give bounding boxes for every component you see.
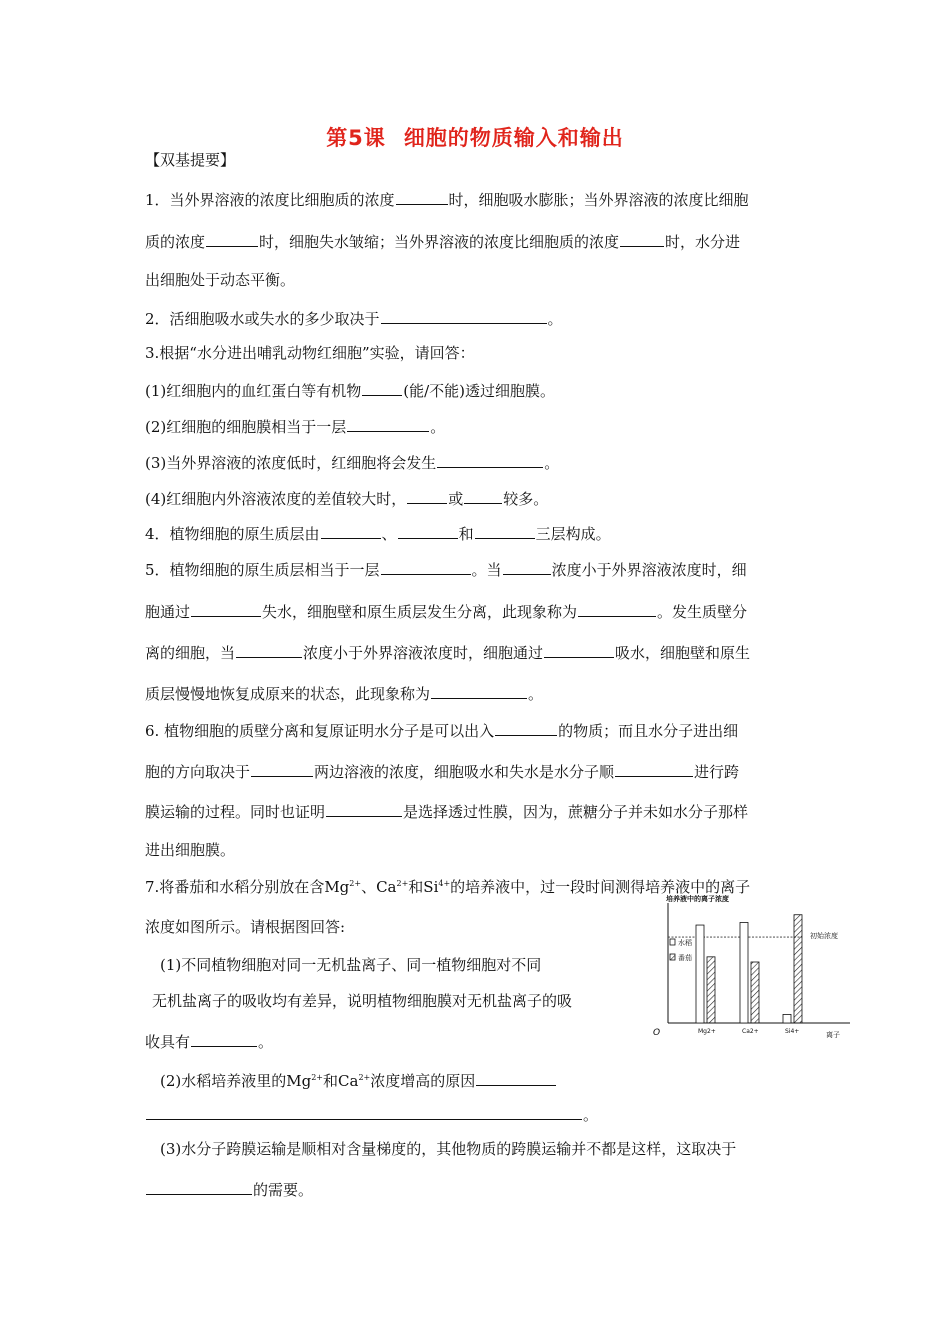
blank [437, 451, 543, 468]
blank [578, 600, 656, 617]
legend-label-0: 水稻 [678, 939, 692, 947]
q3-part2: (2)红细胞的细胞膜相当于一层 。 [145, 415, 445, 437]
q7-sub2-line2: 。 [145, 1103, 598, 1125]
q3-intro: 3.根据“水分进出哺乳动物红细胞”实验，请回答： [145, 344, 475, 362]
blank [381, 307, 547, 324]
blank [620, 230, 664, 247]
q5-line3: 离的细胞，当 浓度小于外界溶液浓度时，细胞通过 吸水，细胞壁和原生 [145, 641, 750, 663]
blank [146, 1103, 582, 1120]
bar-2-0 [783, 1014, 791, 1023]
q3-part1: (1)红细胞内的血红蛋白等有机物 (能/不能)透过细胞膜。 [145, 379, 555, 401]
legend-swatch-1 [670, 954, 675, 960]
blank [347, 415, 429, 432]
q3-part4: (4)红细胞内外溶液浓度的差值较大时， 或 较多。 [145, 487, 548, 509]
q6-line4: 进出细胞膜。 [145, 841, 236, 859]
blank [146, 1178, 252, 1195]
section-heading: 【双基提要】 [145, 151, 236, 169]
x-axis-label: 离子 [826, 1031, 840, 1039]
blank [475, 522, 535, 539]
legend-label-1: 番茄 [678, 954, 692, 962]
q7-sub1-line2: 无机盐离子的吸收均有差异，说明植物细胞膜对无机盐离子的吸 [152, 992, 573, 1010]
bar-1-0 [740, 922, 748, 1023]
tick-label-1: Ca2+ [742, 1028, 759, 1035]
blank [398, 522, 458, 539]
q4-line: 4．植物细胞的原生质层由 、 和 三层构成。 [145, 522, 611, 544]
chart-title: 培养液中的离子浓度 [666, 895, 729, 903]
origin-label: O [653, 1028, 661, 1038]
tick-label-0: Mg2+ [698, 1028, 716, 1035]
legend-swatch-0 [670, 939, 675, 945]
blank [381, 558, 471, 575]
tick-label-2: Si4+ [785, 1028, 800, 1035]
blank [191, 1030, 257, 1047]
blank [464, 487, 502, 504]
blank [544, 641, 614, 658]
blank [615, 760, 693, 777]
blank [503, 558, 551, 575]
blank [321, 522, 381, 539]
q7-sub3-line2: 的需要。 [145, 1178, 313, 1200]
ion-concentration-chart [650, 895, 860, 1045]
bar-0-0 [696, 925, 704, 1023]
q7-sub2-line1: (2)水稻培养液里的$Mg^{2+}$和$Ca^{2+}$浓度增高的原因 [160, 1069, 557, 1091]
q5-line2: 胞通过 失水，细胞壁和原生质层发生分离，此现象称为 。发生质壁分 [145, 600, 747, 622]
q7-sub1-line1: (1)不同植物细胞对同一无机盐离子、同一植物细胞对不同 [160, 956, 542, 974]
q5-line1: 5．植物细胞的原生质层相当于一层 。当 浓度小于外界溶液浓度时，细 [145, 558, 747, 580]
q1-line2: 质的浓度 时，细胞失水皱缩；当外界溶液的浓度比细胞质的浓度 时，水分进 [145, 230, 740, 252]
blank [495, 719, 557, 736]
blank [362, 379, 402, 396]
q2-line: 2．活细胞吸水或失水的多少取决于 。 [145, 307, 563, 329]
q6-line2: 胞的方向取决于 两边溶液的浓度，细胞吸水和失水是水分子顺 进行跨 [145, 760, 739, 782]
q6-line1: 6. 植物细胞的质壁分离和复原证明水分子是可以出入 的物质；而且水分子进出细 [145, 719, 738, 741]
q1-line1: 1．当外界溶液的浓度比细胞质的浓度 时，细胞吸水膨胀；当外界溶液的浓度比细胞 [145, 188, 749, 210]
q7-line2: 浓度如图所示。请根据图回答: [145, 918, 346, 936]
blank [431, 682, 527, 699]
blank [191, 600, 261, 617]
blank [407, 487, 447, 504]
bar-2-1 [794, 915, 802, 1023]
q6-line3: 膜运输的过程。同时也证明 是选择透过性膜，因为，蔗糖分子并未如水分子那样 [145, 800, 748, 822]
page-title: 第5课 细胞的物质输入和输出 [326, 126, 624, 150]
blank [251, 760, 313, 777]
q7-line1: 7.将番茄和水稻分别放在含$Mg^{2+}$、$Ca^{2+}$和$Si^{4+}$的培养液中，过一段时间测得培养液中的离子 [145, 878, 751, 896]
q1-line3: 出细胞处于动态平衡。 [145, 271, 296, 289]
q7-sub1-line3: 收具有 。 [145, 1030, 273, 1052]
blank [206, 230, 258, 247]
q5-line4: 质层慢慢地恢复成原来的状态，此现象称为 。 [145, 682, 543, 704]
initial-concentration-label: 初始浓度 [810, 932, 838, 941]
blank [326, 800, 402, 817]
blank [476, 1069, 556, 1086]
blank [236, 641, 302, 658]
bar-1-1 [751, 962, 759, 1023]
q7-sub3-line1: (3)水分子跨膜运输是顺相对含量梯度的，其他物质的跨膜运输并不都是这样，这取决于 [160, 1140, 737, 1158]
q3-part3: (3)当外界溶液的浓度低时，红细胞将会发生 。 [145, 451, 559, 473]
blank [396, 188, 448, 205]
bar-0-1 [707, 957, 715, 1023]
